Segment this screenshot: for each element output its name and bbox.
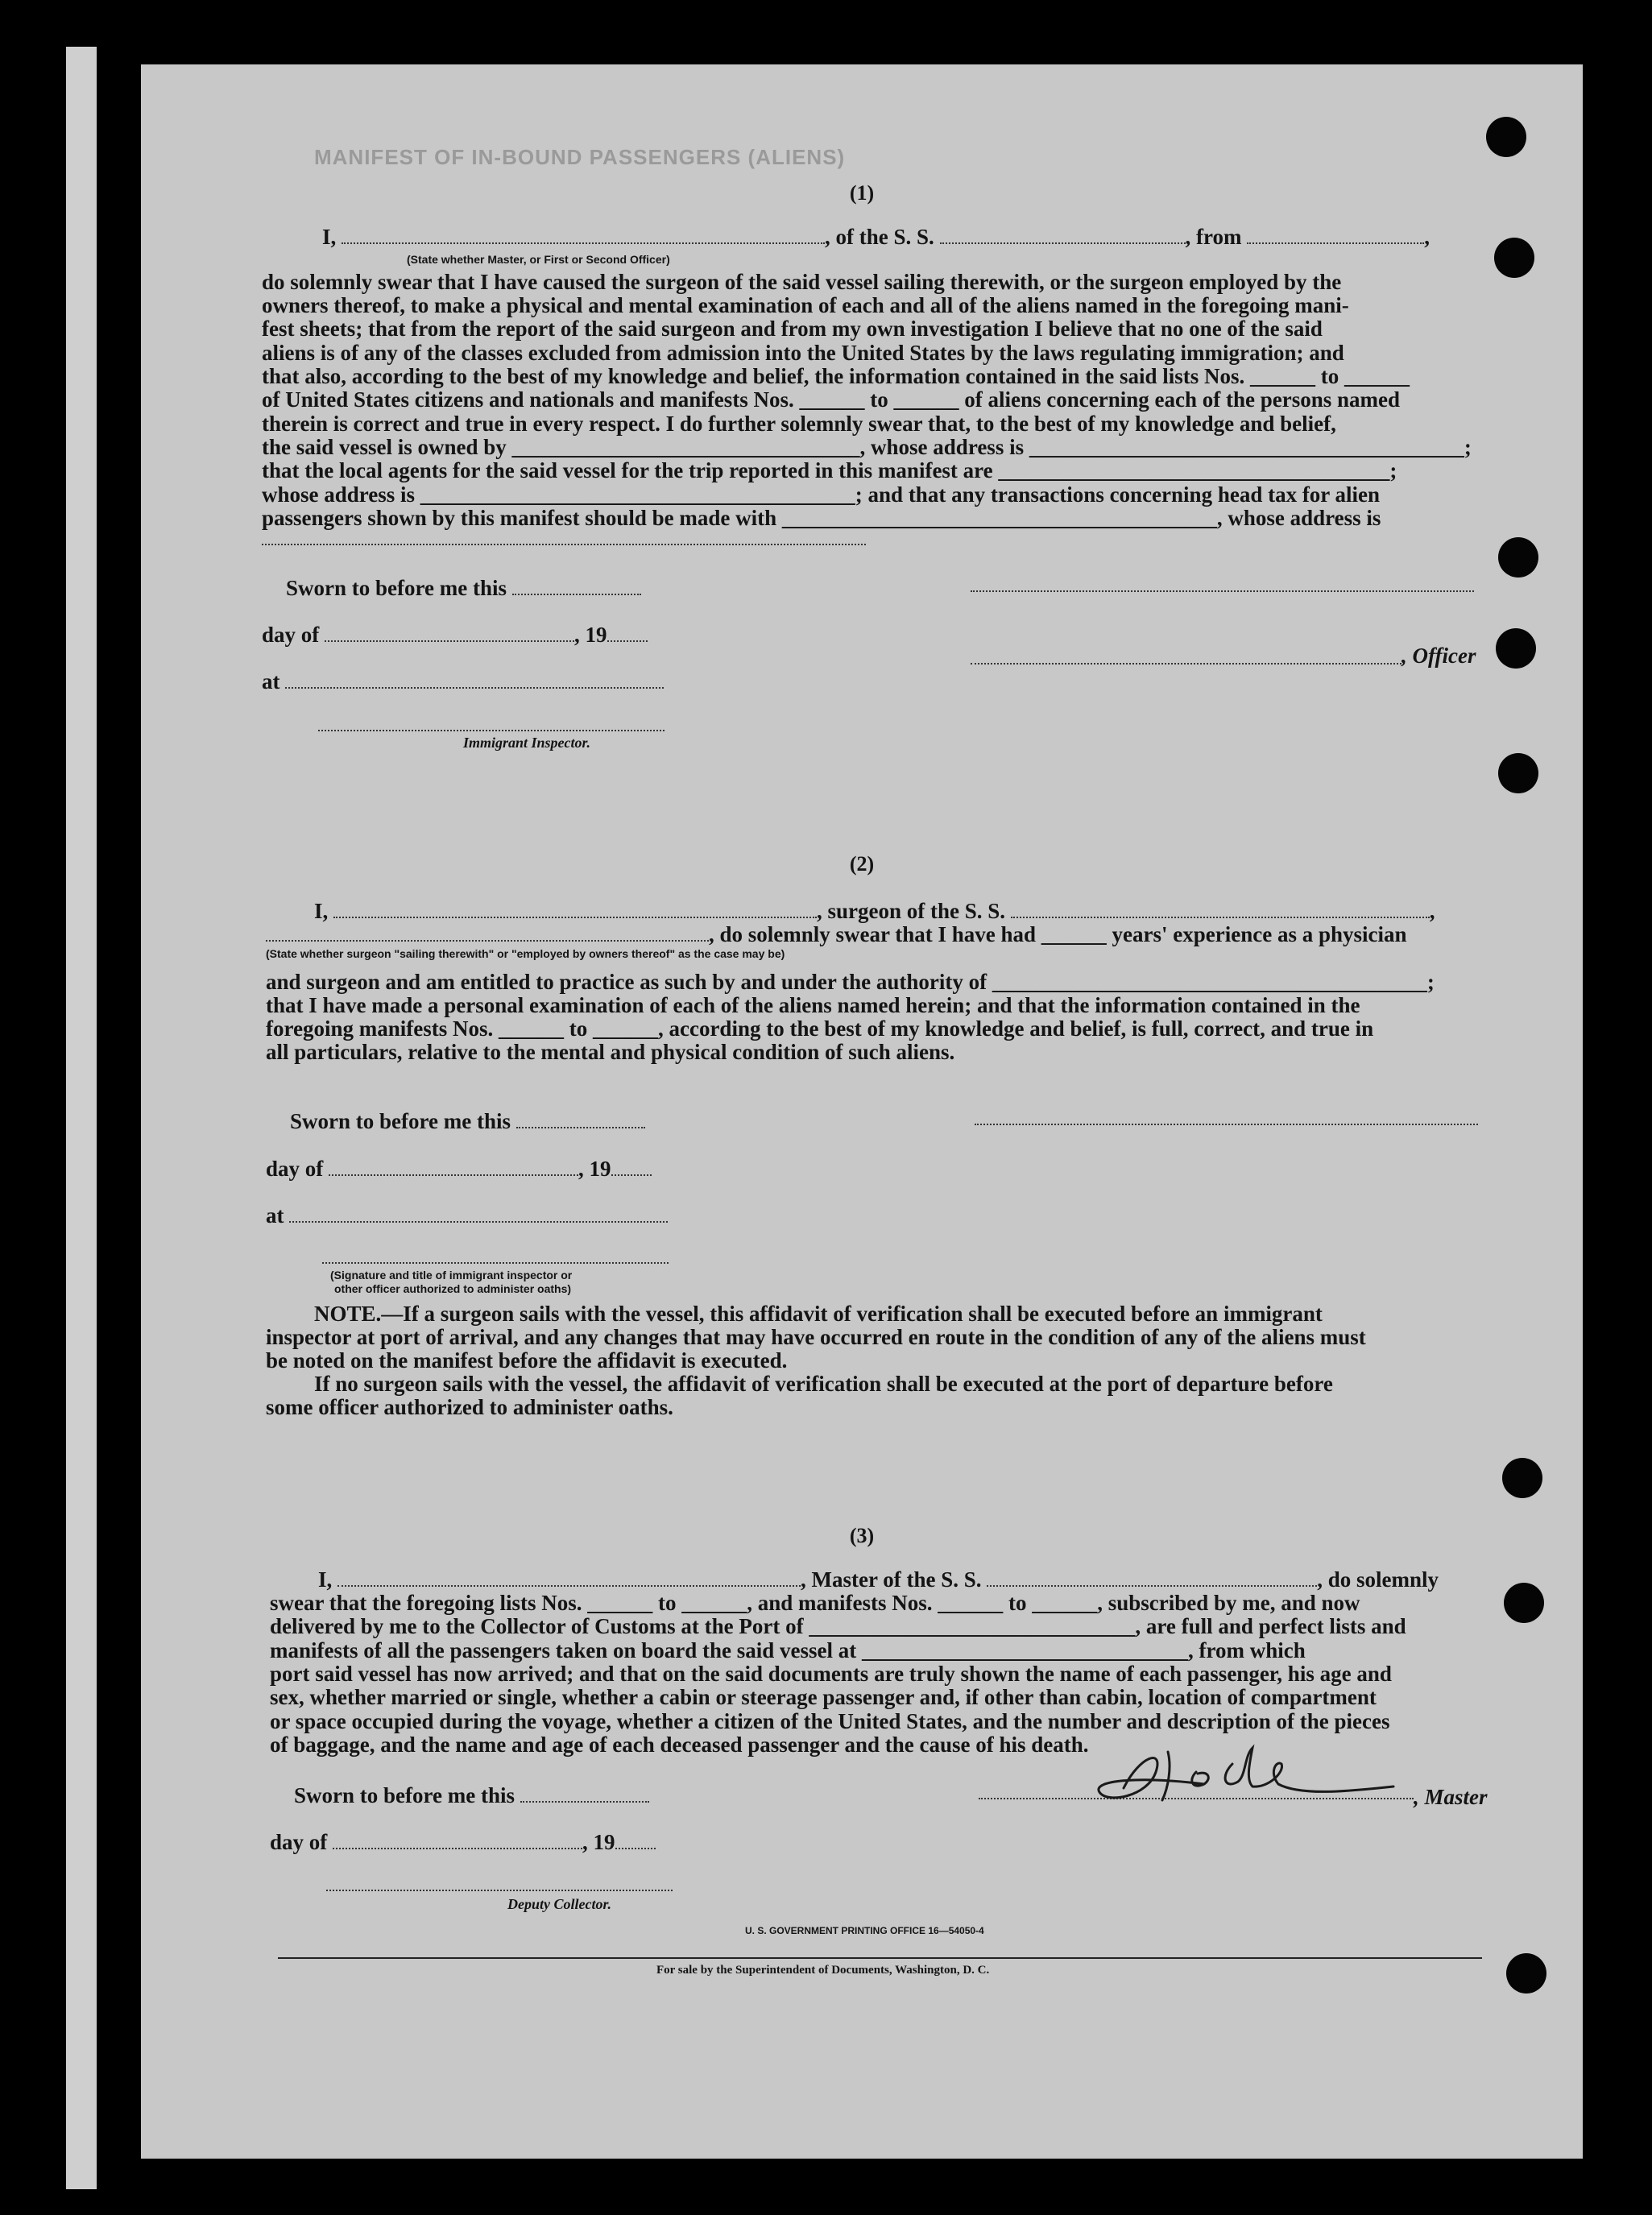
note-line: If no surgeon sails with the vessel, the affidavit of verification shall be executed at the port of departure before (314, 1372, 1333, 1396)
section-2-opening-line: I, , surgeon of the S. S. , (314, 899, 1435, 923)
of-ss-label: , of the S. S. (825, 225, 934, 249)
year-field[interactable] (615, 1848, 656, 1849)
from-port-field[interactable] (1247, 242, 1424, 244)
month-field[interactable] (333, 1848, 582, 1849)
note-line: NOTE.—If a surgeon sails with the vessel, this affidavit of verification shall be executed before an immigrant (314, 1302, 1323, 1326)
year-label: 19 (593, 1830, 615, 1854)
affidavit-line: of United States citizens and nationals and manifests Nos. ______ to ______ of aliens concerning each of the persons named (262, 387, 1401, 412)
year-field[interactable] (611, 1174, 652, 1176)
master-name-field[interactable] (337, 1585, 801, 1587)
at-label: at (262, 669, 280, 693)
address-continuation-line (262, 544, 866, 545)
strip-punch-hole (98, 1086, 127, 1141)
master-of-ss-label: , Master of the S. S. (801, 1567, 982, 1592)
inspector-signature-line (318, 730, 665, 731)
affidavit-line: owners thereof, to make a physical and mental examination of each and all of the aliens named in the foregoing mani- (262, 293, 1349, 317)
sworn-day-field[interactable] (520, 1801, 649, 1803)
vessel-name-field[interactable] (940, 242, 1186, 244)
officer-text: , Officer (1402, 644, 1476, 668)
affidavit-line: therein is correct and true in every respect. I do further solemnly swear that, to the best of my knowledge and belief, (262, 412, 1336, 436)
sworn-label: Sworn to before me this (290, 1109, 511, 1133)
strip-punch-hole (98, 1545, 127, 1600)
officer-title-field[interactable] (342, 242, 825, 244)
affidavit-line: fest sheets; that from the report of the said surgeon and from my own investigation I believe that no one of the said (262, 317, 1323, 341)
affidavit-line: or space occupied during the voyage, whether a citizen of the United States, and the number and description of the pieces (270, 1709, 1390, 1733)
manifest-page (141, 64, 1583, 2159)
at-line (262, 670, 664, 693)
year-label: 19 (585, 623, 607, 647)
master-caption: (State whether Master, or First or Second Officer) (407, 253, 670, 266)
officer-signature-top-line (971, 590, 1474, 592)
i-label: I, (318, 1567, 333, 1592)
affidavit-line: delivered by me to the Collector of Customs at the Port of ______________________________, are full and perfect lists and (270, 1614, 1406, 1638)
i-label: I, (314, 899, 329, 923)
vessel-name-field[interactable] (1011, 917, 1430, 918)
officer-label (1402, 644, 1476, 668)
affidavit-line: do solemnly swear that I have caused the surgeon of the said vessel sailing therewith, or the surgeon employed by the (262, 270, 1342, 294)
year-label: 19 (589, 1157, 611, 1181)
inspector-caption: Immigrant Inspector. (463, 735, 591, 751)
affidavit-line: and surgeon and am entitled to practice as such by and under the authority of ________________________________________; (266, 970, 1435, 994)
strip-punch-hole (98, 2093, 127, 2147)
punch-hole (1486, 117, 1526, 157)
affidavit-line: that I have made a personal examination of each of the aliens named herein; and that the information contained in the (266, 993, 1360, 1017)
officer-signature-line (971, 663, 1402, 664)
master-handwritten-signature (1091, 1740, 1397, 1812)
affidavit-line: foregoing manifests Nos. ______ to ______, according to the best of my knowledge and belief, is full, correct, and true in (266, 1016, 1374, 1041)
affidavit-line: passengers shown by this manifest should be made with ________________________________________, whose address is (262, 506, 1381, 530)
affidavit-line: that the local agents for the said vessel for the trip reported in this manifest are ____________________________________; (262, 458, 1397, 482)
solemnly-label: , do solemnly (1317, 1567, 1439, 1592)
affidavit-line: of baggage, and the name and age of each deceased passenger and the cause of his death. (270, 1733, 1089, 1757)
section-3-opening-line (318, 1568, 1439, 1592)
sworn-line (286, 577, 641, 600)
section-2-second-line (266, 923, 1407, 946)
affidavit-line: the said vessel is owned by ________________________________, whose address is ________________________________________; (262, 435, 1472, 459)
surgeon-of-ss-label: , surgeon of the S. S. (817, 899, 1006, 923)
at-label: at (266, 1203, 284, 1228)
section-1-number: (1) (849, 181, 875, 205)
vessel-name-field[interactable] (987, 1585, 1317, 1587)
day-of-line: day of , 19 (266, 1157, 652, 1181)
printing-office-imprint: U. S. GOVERNMENT PRINTING OFFICE 16—54050-4 (745, 1925, 984, 1936)
month-field[interactable] (329, 1174, 578, 1176)
note-line: be noted on the manifest before the affidavit is executed. (266, 1348, 788, 1372)
collector-caption: Deputy Collector. (507, 1896, 611, 1912)
collector-signature-line (326, 1890, 673, 1891)
day-of-line: day of , 19 (262, 623, 648, 647)
day-of-line: day of , 19 (270, 1831, 656, 1854)
section-3-number: (3) (849, 1524, 875, 1547)
note-line: some officer authorized to administer oaths. (266, 1395, 673, 1419)
footer-rule (278, 1957, 1482, 1959)
at-place-field[interactable] (289, 1221, 668, 1223)
master-label (1414, 1786, 1488, 1809)
affidavit-line: swear that the foregoing lists Nos. ______ to ______, and manifests Nos. ______ to ______, subscribed by me, and now (270, 1591, 1360, 1615)
punch-hole (1506, 1953, 1546, 1994)
punch-hole (1498, 753, 1538, 793)
sworn-line (294, 1784, 649, 1807)
punch-hole (1494, 238, 1534, 278)
i-label: I, (322, 225, 337, 249)
at-line (266, 1204, 668, 1228)
day-of-label: day of (266, 1157, 324, 1181)
month-field[interactable] (325, 640, 574, 642)
sworn-label: Sworn to before me this (294, 1783, 515, 1807)
sworn-day-field[interactable] (516, 1127, 645, 1128)
sworn-day-field[interactable] (512, 594, 641, 595)
punch-hole (1504, 1583, 1544, 1623)
signature-caption-2: other officer authorized to administer oaths) (334, 1282, 572, 1295)
sworn-line (290, 1110, 645, 1133)
sworn-label: Sworn to before me this (286, 576, 507, 600)
affidavit-line: whose address is ________________________________________; and that any transactions concerning head tax for alien (262, 482, 1381, 507)
from-label: , from (1185, 225, 1242, 249)
year-field[interactable] (607, 640, 648, 642)
surgeon-status-field[interactable] (266, 940, 709, 942)
punch-hole (1502, 1458, 1542, 1498)
master-text: , Master (1414, 1785, 1488, 1809)
inspector-signature-line (322, 1262, 669, 1264)
affidavit-line: sex, whether married or single, whether a cabin or steerage passenger and, if other than cabin, location of compartment (270, 1685, 1377, 1709)
surgeon-name-field[interactable] (333, 917, 817, 918)
experience-text: , do solemnly swear that I have had ______ years' experience as a physician (709, 922, 1407, 946)
bleed-through-title: MANIFEST OF IN-BOUND PASSENGERS (ALIENS) (314, 145, 846, 169)
affidavit-line: manifests of all the passengers taken on board the said vessel at ______________________________, from which (270, 1638, 1306, 1662)
day-of-label: day of (262, 623, 320, 647)
affidavit-line: that also, according to the best of my knowledge and belief, the information contained in the said lists Nos. ______ to ______ (262, 364, 1410, 388)
surgeon-signature-line (975, 1124, 1478, 1125)
surgeon-caption: (State whether surgeon "sailing therewith" or "employed by owners thereof" as the case may be) (266, 947, 785, 960)
at-place-field[interactable] (285, 687, 664, 689)
punch-hole (1496, 628, 1536, 669)
section-1-opening-line: I, , of the S. S. , from , (322, 225, 1430, 249)
film-strip (66, 47, 97, 2189)
section-2-number: (2) (849, 852, 875, 876)
affidavit-line: port said vessel has now arrived; and that on the said documents are truly shown the name of each passenger, his age and (270, 1662, 1392, 1686)
affidavit-line: aliens is of any of the classes excluded from admission into the United States by the laws regulating immigration; and (262, 341, 1344, 365)
for-sale-imprint: For sale by the Superintendent of Documents, Washington, D. C. (656, 1964, 990, 1977)
signature-caption-1: (Signature and title of immigrant inspector or (330, 1269, 573, 1281)
punch-hole (1498, 537, 1538, 578)
day-of-label: day of (270, 1830, 328, 1854)
affidavit-line: all particulars, relative to the mental and physical condition of such aliens. (266, 1040, 955, 1064)
note-line: inspector at port of arrival, and any changes that may have occurred en route in the condition of any of the aliens must (266, 1325, 1366, 1349)
